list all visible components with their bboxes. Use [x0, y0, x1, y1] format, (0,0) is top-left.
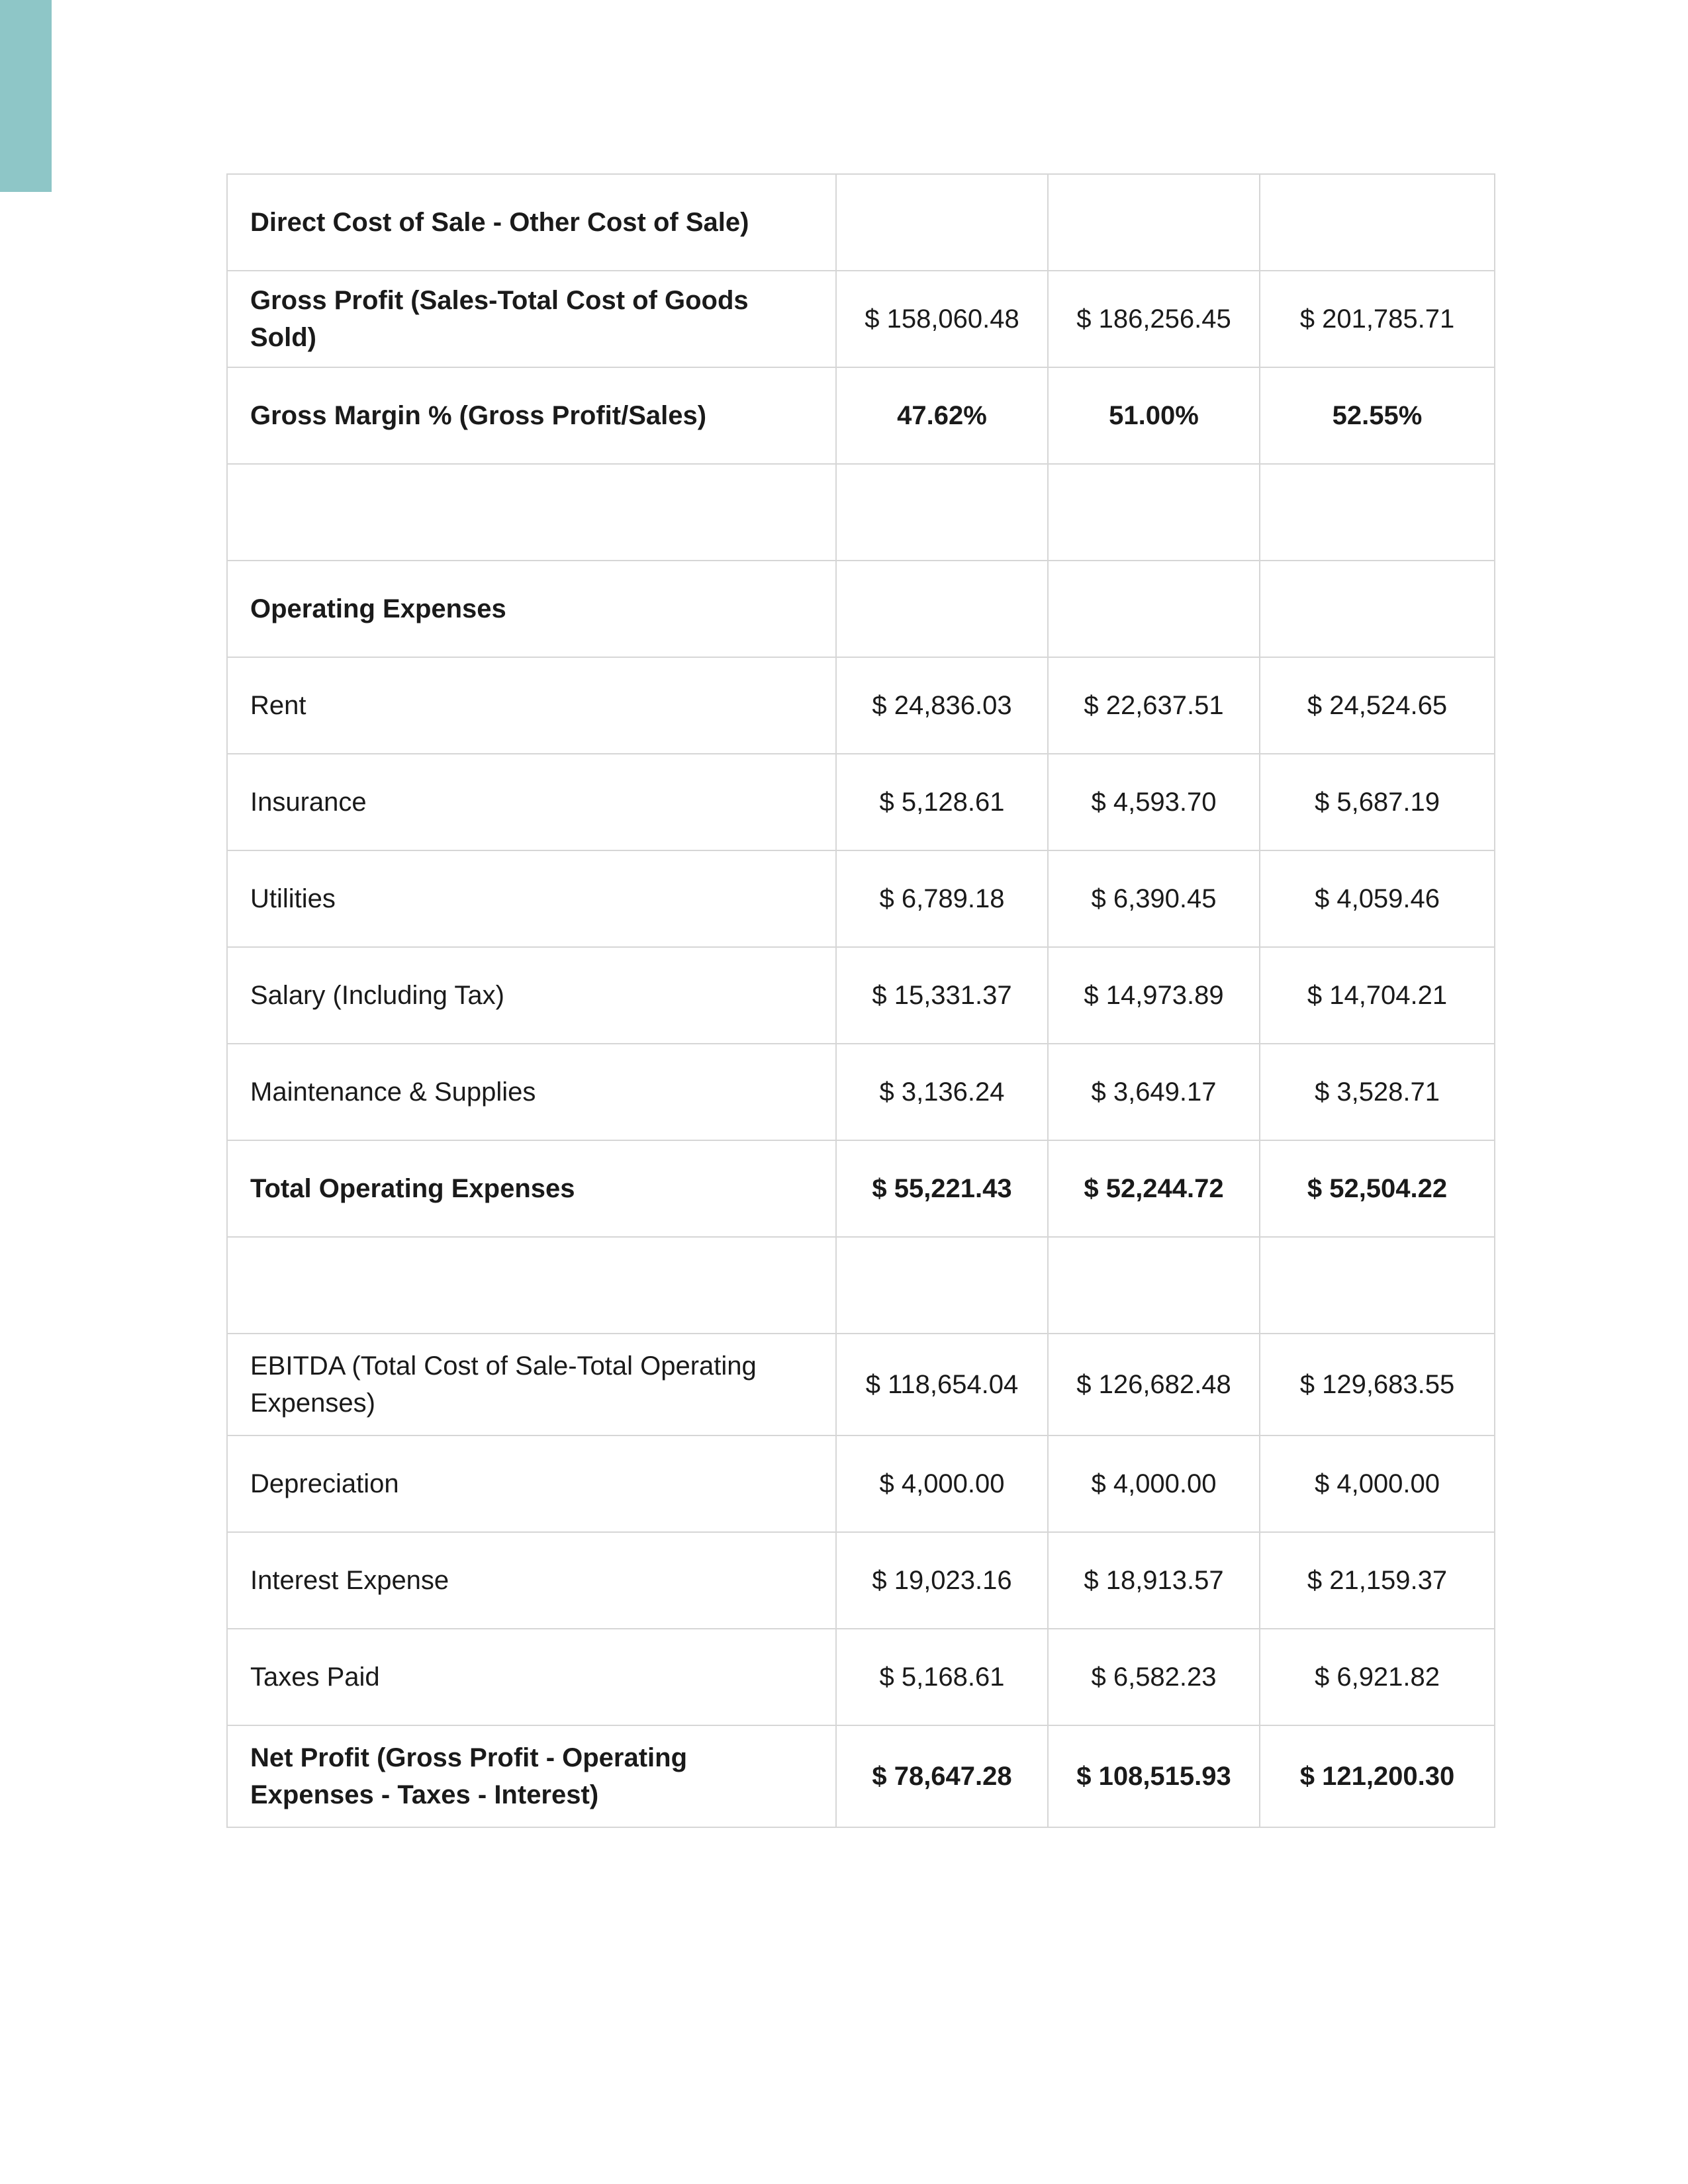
row-value-year-1	[836, 561, 1048, 657]
table-row	[227, 174, 1495, 271]
row-value-year-1: $ 5,128.61	[836, 754, 1048, 850]
table-row	[227, 754, 1495, 850]
row-label: Rent	[227, 657, 836, 754]
row-value-year-1	[836, 174, 1048, 271]
row-value-year-3	[1260, 1237, 1495, 1334]
row-value-year-3	[1260, 561, 1495, 657]
table-row	[227, 1334, 1495, 1435]
row-value-year-1: $ 6,789.18	[836, 850, 1048, 947]
row-value-year-2	[1048, 174, 1260, 271]
row-label: Utilities	[227, 850, 836, 947]
row-value-year-3: $ 4,059.46	[1260, 850, 1495, 947]
row-value-year-1: 47.62%	[836, 367, 1048, 464]
row-value-year-2: $ 126,682.48	[1048, 1334, 1260, 1435]
table-row	[227, 947, 1495, 1044]
row-value-year-1	[836, 1237, 1048, 1334]
row-value-year-2	[1048, 561, 1260, 657]
row-value-year-1: $ 78,647.28	[836, 1725, 1048, 1827]
row-value-year-1: $ 5,168.61	[836, 1629, 1048, 1725]
table-row	[227, 464, 1495, 561]
row-value-year-3: $ 5,687.19	[1260, 754, 1495, 850]
table-row	[227, 1435, 1495, 1532]
table-row	[227, 1629, 1495, 1725]
row-value-year-1: $ 24,836.03	[836, 657, 1048, 754]
page-accent-tab	[0, 0, 52, 192]
income-statement-table	[226, 173, 1495, 1828]
row-value-year-3: $ 121,200.30	[1260, 1725, 1495, 1827]
table-row	[227, 1532, 1495, 1629]
row-label: Direct Cost of Sale - Other Cost of Sale)	[227, 174, 836, 271]
row-value-year-1	[836, 464, 1048, 561]
row-value-year-2: 51.00%	[1048, 367, 1260, 464]
row-label: Depreciation	[227, 1435, 836, 1532]
row-label: Total Operating Expenses	[227, 1140, 836, 1237]
row-value-year-3: $ 6,921.82	[1260, 1629, 1495, 1725]
row-label: Maintenance & Supplies	[227, 1044, 836, 1140]
row-label: Salary (Including Tax)	[227, 947, 836, 1044]
row-value-year-2: $ 52,244.72	[1048, 1140, 1260, 1237]
row-label: Gross Margin % (Gross Profit/Sales)	[227, 367, 836, 464]
row-label: EBITDA (Total Cost of Sale-Total Operating Expenses)	[227, 1334, 836, 1435]
row-value-year-2: $ 6,582.23	[1048, 1629, 1260, 1725]
row-value-year-1: $ 15,331.37	[836, 947, 1048, 1044]
row-label	[227, 464, 836, 561]
row-value-year-3: $ 21,159.37	[1260, 1532, 1495, 1629]
row-label: Insurance	[227, 754, 836, 850]
row-value-year-1: $ 158,060.48	[836, 271, 1048, 367]
row-label: Operating Expenses	[227, 561, 836, 657]
row-label: Gross Profit (Sales-Total Cost of Goods Sold)	[227, 271, 836, 367]
table-row	[227, 1140, 1495, 1237]
row-value-year-1: $ 118,654.04	[836, 1334, 1048, 1435]
row-value-year-2: $ 186,256.45	[1048, 271, 1260, 367]
row-value-year-2: $ 3,649.17	[1048, 1044, 1260, 1140]
row-value-year-2: $ 6,390.45	[1048, 850, 1260, 947]
row-value-year-3: $ 201,785.71	[1260, 271, 1495, 367]
row-value-year-1: $ 55,221.43	[836, 1140, 1048, 1237]
row-value-year-2: $ 4,593.70	[1048, 754, 1260, 850]
row-value-year-2	[1048, 1237, 1260, 1334]
row-value-year-3: 52.55%	[1260, 367, 1495, 464]
row-value-year-2	[1048, 464, 1260, 561]
row-value-year-2: $ 18,913.57	[1048, 1532, 1260, 1629]
row-value-year-2: $ 14,973.89	[1048, 947, 1260, 1044]
row-value-year-3: $ 24,524.65	[1260, 657, 1495, 754]
row-value-year-1: $ 19,023.16	[836, 1532, 1048, 1629]
row-label: Net Profit (Gross Profit - Operating Expenses - Taxes - Interest)	[227, 1725, 836, 1827]
row-value-year-3: $ 3,528.71	[1260, 1044, 1495, 1140]
row-label	[227, 1237, 836, 1334]
table-row	[227, 271, 1495, 367]
income-statement-body	[227, 174, 1495, 1827]
table-row	[227, 1044, 1495, 1140]
row-value-year-3: $ 52,504.22	[1260, 1140, 1495, 1237]
row-value-year-3	[1260, 464, 1495, 561]
table-row	[227, 1725, 1495, 1827]
row-label: Taxes Paid	[227, 1629, 836, 1725]
row-label: Interest Expense	[227, 1532, 836, 1629]
row-value-year-2: $ 108,515.93	[1048, 1725, 1260, 1827]
table-row	[227, 561, 1495, 657]
row-value-year-1: $ 3,136.24	[836, 1044, 1048, 1140]
table-row	[227, 657, 1495, 754]
table-row	[227, 367, 1495, 464]
table-row	[227, 850, 1495, 947]
row-value-year-2: $ 22,637.51	[1048, 657, 1260, 754]
row-value-year-3: $ 14,704.21	[1260, 947, 1495, 1044]
row-value-year-3	[1260, 174, 1495, 271]
row-value-year-3: $ 129,683.55	[1260, 1334, 1495, 1435]
row-value-year-1: $ 4,000.00	[836, 1435, 1048, 1532]
table-row	[227, 1237, 1495, 1334]
row-value-year-2: $ 4,000.00	[1048, 1435, 1260, 1532]
row-value-year-3: $ 4,000.00	[1260, 1435, 1495, 1532]
